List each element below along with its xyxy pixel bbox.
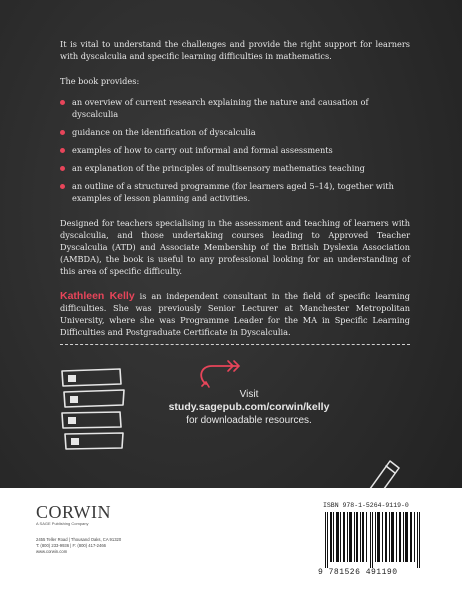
- list-item: guidance on the identification of dyscalculia: [60, 126, 410, 138]
- author-bio: [60, 290, 410, 338]
- companion-url-link[interactable]: study.sagepub.com/corwin/kelly: [168, 401, 330, 413]
- dashed-divider: [60, 344, 410, 345]
- feature-list: [60, 96, 410, 204]
- bullet-dot-icon: [60, 184, 65, 189]
- publisher-logo: CORWIN: [36, 502, 111, 522]
- list-item: an explanation of the principles of multisensory mathematics teaching: [60, 162, 410, 174]
- barcode-number: 9 781526 491190: [318, 568, 398, 577]
- visit-label: Visit: [239, 389, 259, 400]
- publisher-address: 2455 Teller Road | Thousand Oaks, CA 91320 T: (800) 233-9936 | F: (800) 417-2466 www.corwin.com: [36, 537, 122, 554]
- bullet-dot-icon: [60, 130, 65, 135]
- list-item: an overview of current research explaining the nature and causation of dyscalculia: [60, 96, 410, 120]
- provides-heading: The book provides:: [60, 76, 140, 86]
- isbn-label: ISBN 978-1-5264-9119-0: [323, 502, 409, 509]
- author-bio-text: is an independent consultant in the field of specific learning difficulties. She was previously Senior Lecturer at Manchester Metropolitan University, where she was Programme Leader for the MA in Specific Learning Difficulties and Postgraduate Certificate in Dyscalculia.: [60, 291, 411, 337]
- intro-paragraph: It is vital to understand the challenges and provide the right support for learners with dyscalculia and specific learning difficulties in mathematics.: [60, 39, 410, 61]
- audience-paragraph: Designed for teachers specialising in the assessment and teaching of learners with dyscalculia, and those undertaking courses leading to Approved Teacher Dyscalculia (ATD) and Associate Membership of the British Dyslexia Association (AMBDA), the book is useful to any professional looking for an understanding of this area of specific difficulty.: [60, 218, 410, 276]
- cover-footer: [0, 488, 462, 600]
- companion-site-block: [154, 388, 344, 427]
- publisher-tagline: A SAGE Publishing Company: [36, 521, 89, 526]
- resources-label: for downloadable resources.: [186, 415, 312, 426]
- author-name: Kathleen Kelly: [60, 290, 135, 302]
- bullet-dot-icon: [60, 148, 65, 153]
- barcode-icon: [323, 512, 423, 568]
- back-cover-text: [60, 38, 410, 351]
- list-item: examples of how to carry out informal and formal assessments: [60, 144, 410, 156]
- worksheet-icon: [60, 368, 130, 463]
- arrow-icon: [194, 358, 244, 388]
- bullet-dot-icon: [60, 166, 65, 171]
- bullet-dot-icon: [60, 100, 65, 105]
- list-item: an outline of a structured programme (for learners aged 5–14), together with examples of lesson planning and activities.: [60, 180, 410, 204]
